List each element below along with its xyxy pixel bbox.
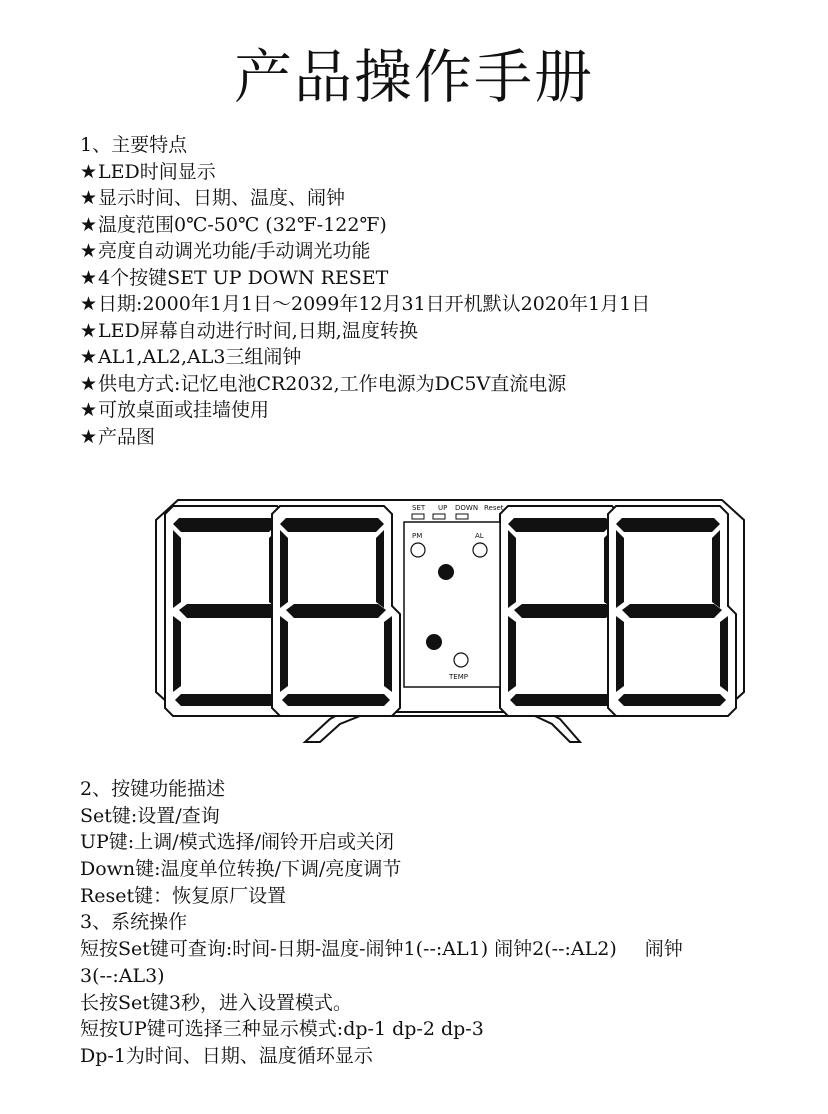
star-bullet-icon: ★ xyxy=(80,187,98,209)
system-line: 3(--:AL3) xyxy=(80,964,165,987)
feature-item: ★温度范围0℃-50℃ (32℉-122℉) xyxy=(80,213,387,236)
temp-label: TEMP xyxy=(449,673,468,681)
star-bullet-icon: ★ xyxy=(80,425,98,448)
feature-item: ★显示时间、日期、温度、闹钟 xyxy=(80,187,346,209)
system-line: 长按Set键3秒，进入设置模式。 xyxy=(80,991,352,1014)
features-section xyxy=(80,132,650,450)
colon-dot-bottom-icon xyxy=(426,634,442,650)
system-heading: 3、系统操作 xyxy=(80,911,188,934)
system-line: Dp-1为时间、日期、温度循环显示 xyxy=(80,1044,373,1067)
product-clock-illustration xyxy=(150,494,750,744)
led-clock-image xyxy=(150,494,750,744)
star-bullet-icon: ★ xyxy=(80,346,98,368)
star-bullet-icon: ★ xyxy=(80,319,98,342)
feature-item: ★4个按键SET UP DOWN RESET xyxy=(80,266,389,289)
pm-label: PM xyxy=(412,532,423,540)
system-line: 短按Set键可查询:时间-日期-温度-闹钟1(--:AL1) 闹钟2(--:AL2) 闹钟 xyxy=(80,938,683,961)
al-label: AL xyxy=(475,532,484,540)
star-bullet-icon: ★ xyxy=(80,213,98,236)
temp-indicator-icon xyxy=(454,653,468,667)
digit-4 xyxy=(608,506,736,716)
down-button-label: DOWN xyxy=(455,504,479,512)
button-desc-line: Down键:温度单位转换/下调/亮度调节 xyxy=(80,858,402,881)
system-line: 短按UP键可选择三种显示模式:dp-1 dp-2 dp-3 xyxy=(80,1018,484,1041)
feature-item: ★日期:2000年1月1日～2099年12月31日开机默认2020年1月1日 xyxy=(80,293,651,315)
al-indicator-icon xyxy=(473,543,487,557)
star-bullet-icon: ★ xyxy=(80,399,98,421)
button-desc-line: Set键:设置/查询 xyxy=(80,804,220,827)
feature-item: ★产品图 xyxy=(80,425,156,448)
star-bullet-icon: ★ xyxy=(80,266,98,289)
star-bullet-icon: ★ xyxy=(80,240,98,262)
pm-indicator-icon xyxy=(411,543,425,557)
instructions-section xyxy=(80,776,683,1070)
digit-2 xyxy=(272,506,400,716)
buttons-heading: 2、按键功能描述 xyxy=(80,778,226,800)
feature-item: ★供电方式:记忆电池CR2032,工作电源为DC5V直流电源 xyxy=(80,372,567,395)
button-desc-line: UP键:上调/模式选择/闹铃开启或关闭 xyxy=(80,831,395,854)
star-bullet-icon: ★ xyxy=(80,293,98,315)
button-desc-line: Reset键：恢复原厂设置 xyxy=(80,884,287,907)
feature-item: ★LED屏幕自动进行时间,日期,温度转换 xyxy=(80,319,418,342)
feature-item: ★亮度自动调光功能/手动调光功能 xyxy=(80,240,371,262)
feature-item: ★LED时间显示 xyxy=(80,160,216,183)
page-title: 产品操作手册 xyxy=(233,43,594,111)
star-bullet-icon: ★ xyxy=(80,160,98,183)
features-heading: 1、主要特点 xyxy=(80,134,188,156)
feature-item: ★可放桌面或挂墙使用 xyxy=(80,399,270,421)
colon-dot-top-icon xyxy=(438,564,454,580)
reset-button-label: Reset xyxy=(484,504,504,512)
feature-item: ★AL1,AL2,AL3三组闹钟 xyxy=(80,346,302,368)
set-button-label: SET xyxy=(412,504,426,512)
up-button-label: UP xyxy=(438,504,448,512)
star-bullet-icon: ★ xyxy=(80,372,98,395)
